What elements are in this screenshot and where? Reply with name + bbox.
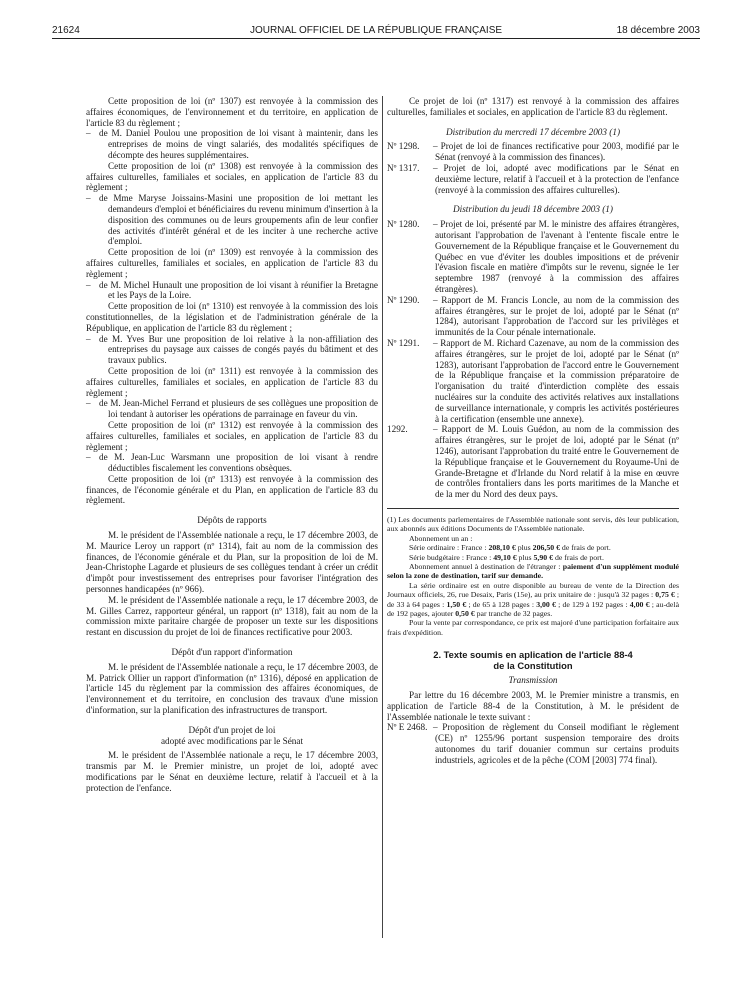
proposal-item: – de M. Jean-Luc Warsmann une proposition de loi visant à rendre déductibles fiscalement les conventions obsèques.: [86, 452, 378, 474]
footnote-note: (1) Les documents parlementaires de l'Assemblée nationale sont servis, dès leur publication, aux abonnés aux éditions Documents de l'Assemblée nationale.: [387, 514, 679, 534]
distribution-item: Nº 1290. – Rapport de M. Francis Loncle, au nom de la commission des affaires étrangères, sur le projet de loi, adopté par le Sénat (nº 1284), autorisant l'approbation de l'accord sur les privilèges et immunités de la Cour pénale internationale.: [387, 294, 679, 338]
referral-paragraph: Ce projet de loi (nº 1317) est renvoyé à la commission des affaires culturelles, familiales et sociales, en application de l'article 83 du règlement.: [387, 96, 679, 117]
column-divider: [382, 96, 383, 938]
footnote-correspondance: Pour la vente par correspondance, ce prix est majoré d'une participation forfaitaire aux frais d'expédition.: [387, 618, 679, 637]
distribution-item: Nº 1280. – Projet de loi, présenté par M. le ministre des affaires étrangères, autorisant l'approbation de l'avenant à l'entente fiscale entre le Gouvernement de la République française et le Gouvernement du Québec en vue d'éviter les doubles impositions et de prévenir l'évasion fiscale en matière d'impôts sur le revenu, signée le 1er septembre 1987 (renvoyé à la commission des affaires étrangères).: [387, 219, 679, 294]
section-subheading-projet: adopté avec modifications par le Sénat: [160, 735, 304, 746]
referral-paragraph: Cette proposition de loi (nº 1307) est renvoyée à la commission des affaires économiques, de l'environnement et du territoire, en application de l'article 83 du règlement ;: [86, 96, 378, 128]
section-heading-projet: Dépôt d'un projet de loi: [188, 724, 276, 735]
distribution-item: Nº 1317. – Projet de loi, adopté avec modifications par le Sénat en deuxième lecture, relatif à l'accueil et à la protection de l'enfance (renvoyé à la commission des affaires culturelles).: [387, 162, 679, 195]
referral-paragraph: Cette proposition de loi (nº 1312) est renvoyée à la commission des affaires culturelles, familiales et sociales, en application de l'article 83 du règlement ;: [86, 419, 378, 452]
proposal-item: – de Mme Maryse Joissains-Masini une proposition de loi mettant les demandeurs d'emploi et bénéficiaires du revenu minimum d'insertion à la disposition des communes ou de leurs groupements afin de leur confier des activités d'intérêt général et de les inciter à une recherche active d'emploi.: [86, 193, 378, 247]
proposal-item: – de M. Jean-Michel Ferrand et plusieurs de ses collègues une proposition de loi tendant à autoriser les opérations de parrainage en faveur du vin.: [86, 398, 378, 420]
footnote-serie-budgetaire: Série budgétaire : France : 49,10 € plus 5,90 € de frais de port.: [409, 552, 604, 562]
footnote-abonnement: Abonnement un an :: [409, 533, 473, 543]
header-rule: [52, 38, 700, 39]
e2468-item: Nº E 2468. – Proposition de règlement du Conseil modifiant le règlement (CE) nº 1255/96 portant suspension temporaire des droits autonomes du tarif douanier commun sur certains produits industriels, agricoles et de la pêche (COM [2003] 774 final).: [387, 722, 679, 765]
referral-paragraph: Cette proposition de loi (nº 1311) est renvoyée à la commission des affaires culturelles, familiales et sociales, en application de l'article 83 du règlement ;: [86, 365, 378, 398]
footnote-separator: [387, 508, 679, 509]
distribution-heading-18: Distribution du jeudi 18 décembre 2003 (1): [453, 204, 613, 215]
transmission-paragraph: Par lettre du 16 décembre 2003, M. le Premier ministre a transmis, en application de l'article 88-4 de la Constitution, à M. le président de l'Assemblée nationale le texte suivant :: [387, 689, 679, 722]
referral-paragraph: Cette proposition de loi (nº 1313) est renvoyée à la commission des finances, de l'économie générale et du Plan, en application de l'article 83 du règlement.: [86, 473, 378, 506]
distribution-item: Nº 1298. – Projet de loi de finances rectificative pour 2003, modifié par le Sénat (renvoyé à la commission des finances).: [387, 141, 679, 163]
footnote: [387, 515, 679, 637]
distribution-item: Nº 1291. – Rapport de M. Richard Cazenave, au nom de la commission des affaires étrangères, sur le projet de loi, adopté par le Sénat (nº 1283), autorisant l'approbation de l'accord entre le Gouvernement de la République française et la commission préparatoire de l'organisation du traité d'interdiction complète des essais nucléaires sur la conduite des activités relatives aux installations de surveillance internationale, y compris les activités postérieures à la certification (ensemble une annexe).: [387, 337, 679, 424]
referral-paragraph: Cette proposition de loi (nº 1310) est renvoyée à la commission des lois constitutionnelles, de la législation et de l'administration générale de la République, en application de l'article 83 du règlement ;: [86, 301, 378, 333]
distribution-item: 1292. – Rapport de M. Louis Guédon, au nom de la commission des affaires étrangères, sur le projet de loi, adopté par le Sénat (nº 1246), autorisant l'approbation du traité entre le Gouvernement de la République française et le Gouvernement du Royaume-Uni de Grande-Bretagne et d'Irlande du Nord relatif à la mise en œuvre de contrôles frontaliers dans les ports maritimes de la Manche et de la mer du Nord des deux pays.: [387, 424, 679, 500]
proposal-item: – de M. Michel Hunault une proposition de loi visant à réunifier la Bretagne et les Pays de la Loire.: [86, 279, 378, 301]
rapport-paragraph: M. le président de l'Assemblée nationale a reçu, le 17 décembre 2003, de M. Gilles Carrez, rapporteur général, un rapport (nº 1318), fait au nom de la commission mixte paritaire chargée de proposer un texte sur les dispositions restant en discussion du projet de loi de finances rectificative pour 2003.: [86, 594, 378, 638]
footnote-etranger: Abonnement annuel à destination de l'étranger : paiement d'un supplément modulé selon la zone de destination, tarif sur demande.: [387, 561, 679, 581]
journal-title: JOURNAL OFFICIEL DE LA RÉPUBLIQUE FRANÇAISE: [249, 25, 503, 36]
right-column: [387, 96, 679, 766]
projet-paragraph: M. le président de l'Assemblée nationale a reçu, le 17 décembre 2003, transmis par M. le Premier ministre, un projet de loi, adopté avec modifications par le Sénat en deuxième lecture, relatif à l'accueil et à la protection de l'enfance.: [86, 750, 378, 793]
issue-date: 18 décembre 2003: [616, 25, 700, 36]
section-heading-rapports: Dépôts de rapports: [197, 515, 267, 526]
proposal-item: – de M. Daniel Poulou une proposition de loi visant à maintenir, dans les entreprises de moins de vingt salariés, des modalités spécifiques de décompte des heures supplémentaires.: [86, 128, 378, 160]
referral-paragraph: Cette proposition de loi (nº 1309) est renvoyée à la commission des affaires culturelles, familiales et sociales, en application de l'article 83 du règlement ;: [86, 247, 378, 279]
referral-paragraph: Cette proposition de loi (nº 1308) est renvoyée à la commission des affaires culturelles, familiales et sociales, en application de l'article 83 du règlement ;: [86, 160, 378, 193]
distribution-heading-17: Distribution du mercredi 17 décembre 2003 (1): [445, 126, 621, 137]
footnote-serie-ordinaire: Série ordinaire : France : 208,10 € plus 206,50 € de frais de port.: [409, 543, 611, 553]
page-number: 21624: [52, 25, 80, 36]
proposal-item: – de M. Yves Bur une proposition de loi relative à la non-affiliation des entreprises du paysage aux caisses de congés payés du bâtiment et des travaux publics.: [86, 333, 378, 366]
left-column: [86, 96, 378, 794]
section-title: 2. Texte soumis en aplication de l'article 88-4 de la Constitution: [433, 649, 633, 672]
information-paragraph: M. le président de l'Assemblée nationale a reçu, le 17 décembre 2003, de M. Patrick Ollier un rapport d'information (nº 1316), déposé en application de l'article 145 du règlement par la commission des affaires économiques, de l'environnement et du territoire, en conclusion des travaux d'une mission d'information, sur la planification des infrastructures de transport.: [86, 661, 378, 716]
footnote-vente: La série ordinaire est en outre disponible au bureau de vente de la Direction des Journaux officiels, 26, rue Desaix, Paris (15e), au prix unitaire de : jusqu'à 32 pages : 0,75 € ; de 33 à 64 pages : 1,50 € ; de 65 à 128 pages : 3,00 € ; de 129 à 192 pages : 4,00 € ; au-delà de 192 pages, ajouter 0,50 € par tranche de 32 pages.: [387, 580, 680, 618]
rapport-paragraph: M. le président de l'Assemblée nationale a reçu, le 17 décembre 2003, de M. Maurice Leroy un rapport (nº 1314), fait au nom de la commission des finances, de l'économie générale et du Plan, sur la proposition de loi de M. Jean-Christophe Lagarde et plusieurs de ses collègues tendant à créer un crédit d'impôt pour investissement des entreprises pour favoriser l'intégration des personnes handicapées (nº 966).: [86, 530, 378, 595]
section-heading-information: Dépôt d'un rapport d'information: [171, 647, 293, 658]
page-header: [52, 22, 700, 38]
transmission-heading: Transmission: [508, 675, 558, 686]
